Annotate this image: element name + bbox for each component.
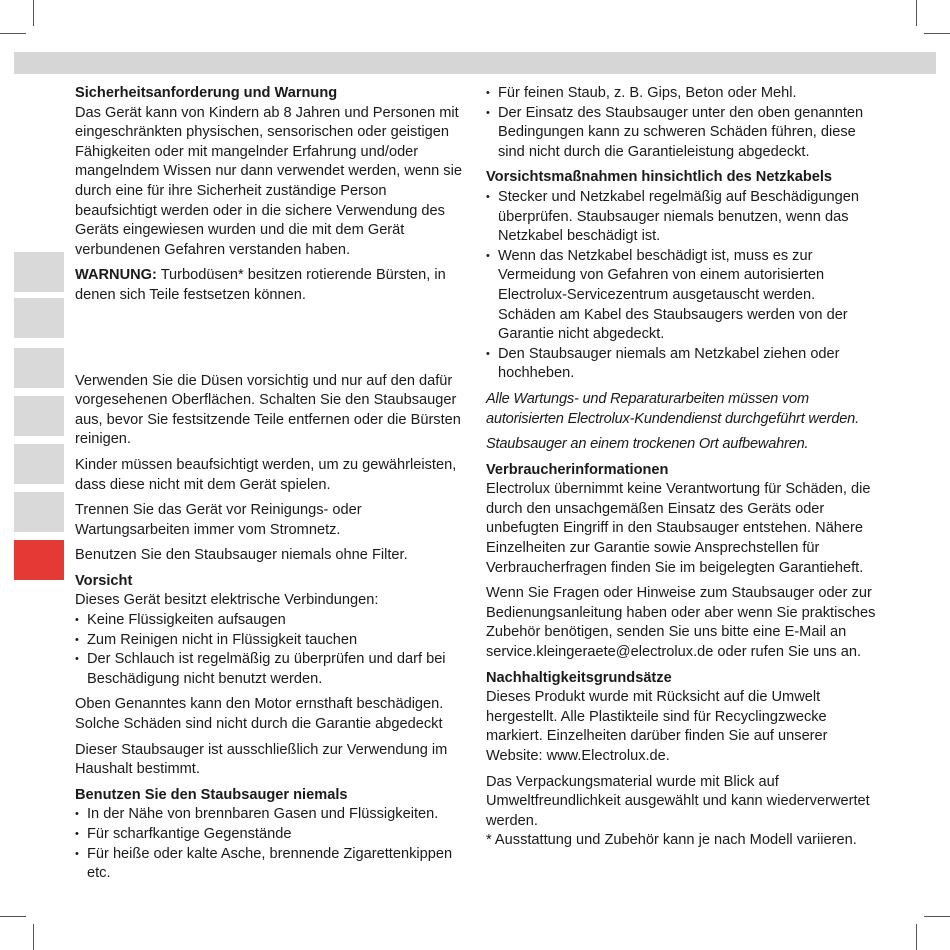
spacer [75, 312, 465, 372]
language-tab [14, 444, 64, 484]
safety-text: Das Gerät kann von Kindern ab 8 Jahren und Personen mit eingeschränkten physischen, sensorischen oder geistigen Fähigkeiten oder mit mangelnder Erfahrung und/oder mangelndem Wissen nur dann verwendet werden, wenn sie durch eine für ihre Sicherheit zuständige Person beaufsichtigt werden oder in die sichere Verwendung des Geräts eingewiesen wurden und die mit dem Gerät verbundenen Gefahren verstanden haben. [75, 104, 462, 258]
cable-list [486, 188, 876, 384]
safety-heading: Sicherheitsanforderung und Warnung [75, 85, 338, 101]
children-text: Kinder müssen beaufsichtigt werden, um zu gewährleisten, dass diese nicht mit dem Gerät spielen. [75, 456, 457, 493]
language-tab [14, 348, 64, 388]
left-column [75, 84, 465, 890]
list-item: • Für heiße oder kalte Asche, brennende Zigarettenkippen etc. [75, 845, 465, 884]
consumer-text: Electrolux übernimmt keine Verantwortung für Schäden, die durch den unsachgemäßen Einsatz des Geräts oder unbefugten Eingriff in den Staubsauger entstehen. Nähere Einzelheiten zur Garantie sowie Ansprechstellen für Verbraucherfragen finden Sie im beigelegten Garantieheft. [486, 481, 871, 576]
warning-text: Turbodüsen* besitzen rotierende Bürsten, in denen sich Teile festsetzen können. [75, 267, 446, 303]
list-item: • Keine Flüssigkeiten aufsaugen [75, 611, 465, 631]
language-tab [14, 298, 64, 338]
crop-mark [924, 33, 950, 34]
sustainability-heading: Nachhaltigkeitsgrundsätze [486, 669, 672, 686]
list-item: • Für scharfkantige Gegenstände [75, 825, 465, 845]
list-item: • In der Nähe von brennbaren Gasen und Flüssigkeiten. [75, 805, 465, 825]
crop-mark [0, 33, 26, 34]
crop-mark [33, 0, 34, 26]
list-item: • Den Staubsauger niemals am Netzkabel ziehen oder hochheben. [486, 345, 876, 384]
never-heading: Benutzen Sie den Staubsauger niemals [75, 786, 348, 803]
header-bar [14, 52, 936, 74]
warning-paragraph [75, 266, 465, 305]
packaging-text: Das Verpackungsmaterial wurde mit Blick auf Umweltfreundlichkeit ausgewählt und kann wiederverwertet werden. [486, 773, 870, 829]
crop-mark [916, 924, 917, 950]
language-tab [14, 492, 64, 532]
list-item: • Stecker und Netzkabel regelmäßig auf Beschädigungen überprüfen. Staubsauger niemals benutzen, wenn das Netzkabel beschädigt ist. [486, 188, 876, 247]
crop-mark [924, 916, 950, 917]
crop-mark [0, 916, 26, 917]
crop-mark [33, 924, 34, 950]
nozzle-text: Verwenden Sie die Düsen vorsichtig und nur auf den dafür vorgesehenen Oberflächen. Schalten Sie den Staubsauger aus, bevor Sie festsitzende Teile entfernen oder die Bürsten reinigen. [75, 372, 461, 448]
caution-heading: Vorsicht [75, 572, 133, 589]
list-item: • Der Einsatz des Staubsauger unter den oben genannten Bedingungen kann zu schweren Schäden führen, diese sind nicht durch die Garantieleistung abgedeckt. [486, 104, 876, 163]
filter-text: Benutzen Sie den Staubsauger niemals ohne Filter. [75, 547, 408, 564]
sustainability-text: Dieses Produkt wurde mit Rücksicht auf die Umwelt hergestellt. Alle Plastikteile sind für Recyclingzwecke markiert. Einzelheiten darüber finden Sie auf unserer Website: www.Electrolux.de. [486, 689, 828, 764]
service-note: Alle Wartungs- und Reparaturarbeiten müssen vom autorisierten Electrolux-Kundendienst durchgeführt werden. [486, 390, 859, 427]
list-item: • Für feinen Staub, z. B. Gips, Beton oder Mehl. [486, 84, 876, 104]
warning-label: WARNUNG: [75, 267, 157, 284]
contact-text: Wenn Sie Fragen oder Hinweise zum Staubsauger oder zur Bedienungsanleitung haben oder aber wenn Sie praktisches Zubehör benötigen, senden Sie uns bitte eine E-Mail an service.kleingeraete@electrolux.de oder rufen Sie uns an. [486, 585, 876, 661]
list-item: • Wenn das Netzkabel beschädigt ist, muss es zur Vermeidung von Gefahren von einem autorisierten Electrolux-Servicezentrum ausgetauscht werden. Schäden am Kabel des Staubsaugers werden von der Garantie nicht abgedeckt. [486, 247, 876, 345]
cable-heading: Vorsichtsmaßnahmen hinsichtlich des Netzkabels [486, 169, 833, 186]
language-tab-active [14, 540, 64, 580]
caution-intro: Dieses Gerät besitzt elektrische Verbindungen: [75, 592, 379, 609]
crop-mark [916, 0, 917, 26]
never-list-continued [486, 84, 876, 162]
list-item: • Zum Reinigen nicht in Flüssigkeit tauchen [75, 631, 465, 651]
storage-note: Staubsauger an einem trockenen Ort aufbewahren. [486, 436, 809, 453]
consumer-heading: Verbraucherinformationen [486, 461, 669, 478]
footnote: * Ausstattung und Zubehör kann je nach Modell variieren. [486, 832, 857, 849]
damage-text: Oben Genanntes kann den Motor ernsthaft beschädigen. Solche Schäden sind nicht durch die Garantie abgedeckt [75, 696, 444, 733]
right-column [486, 84, 876, 851]
household-text: Dieser Staubsauger ist ausschließlich zur Verwendung im Haushalt bestimmt. [75, 741, 448, 778]
language-tab [14, 252, 64, 292]
disconnect-text: Trennen Sie das Gerät vor Reinigungs- oder Wartungsarbeiten immer vom Stromnetz. [75, 502, 362, 538]
caution-list [75, 611, 465, 689]
never-list [75, 805, 465, 883]
list-item: • Der Schlauch ist regelmäßig zu überprüfen und darf bei Beschädigung nicht benutzt werden. [75, 650, 465, 689]
language-tab [14, 396, 64, 436]
